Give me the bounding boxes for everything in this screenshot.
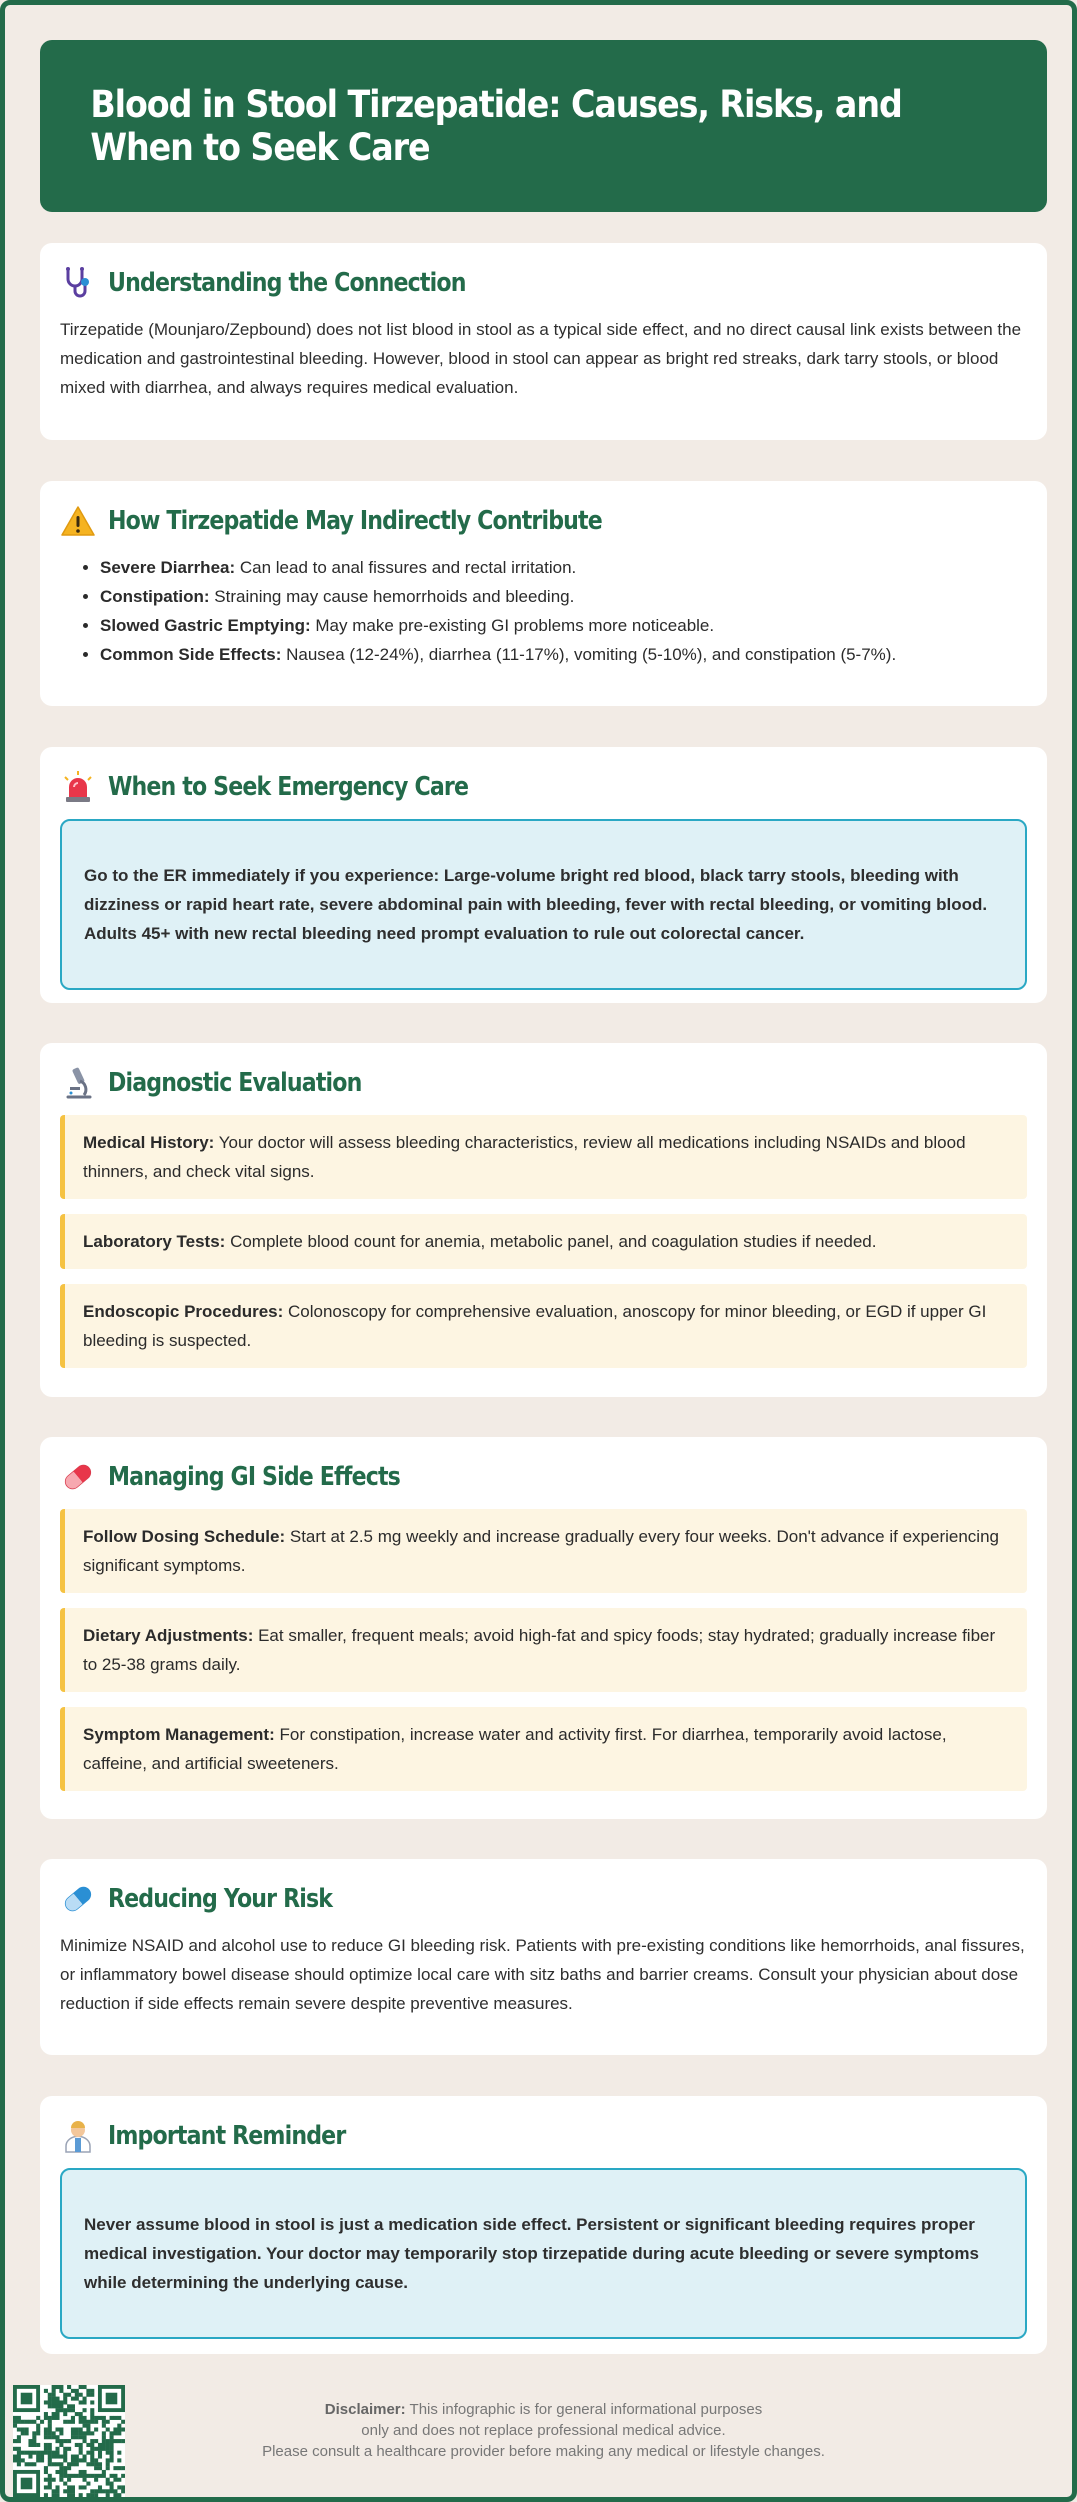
section-header bbox=[60, 265, 1027, 301]
section-indirect bbox=[40, 481, 1047, 706]
section-heading: When to Seek Emergency Care bbox=[108, 772, 469, 802]
emergency-alert: Go to the ER immediately if you experience: Large-volume bright red blood, black tarry stools, bleeding with dizziness or rapid heart rate, severe abdominal pain with bleeding, fever with rectal bleeding, or vomiting blood. Adults 45+ with new rectal bleeding need prompt evaluation to rule out colorectal cancer. bbox=[60, 819, 1027, 990]
doctor-icon bbox=[60, 2118, 96, 2154]
management-item: Follow Dosing Schedule: Start at 2.5 mg weekly and increase gradually every four weeks. Don't advance if experiencing significant symptoms. bbox=[60, 1509, 1027, 1593]
section-header bbox=[60, 2118, 1027, 2154]
list-item: • Severe Diarrhea: Can lead to anal fissures and rectal irritation. bbox=[100, 553, 1027, 582]
section-heading: Understanding the Connection bbox=[108, 268, 466, 298]
capsule-icon bbox=[60, 1881, 96, 1917]
section-header bbox=[60, 1459, 1027, 1495]
section-text: Minimize NSAID and alcohol use to reduce GI bleeding risk. Patients with pre-existing conditions like hemorrhoids, anal fissures, or inflammatory bowel disease should optimize local care with sitz baths and barrier creams. Consult your physician about dose reduction if side effects remain severe despite preventive measures. bbox=[60, 1936, 1025, 2013]
diagnostic-item: Medical History: Your doctor will assess bleeding characteristics, review all medications including NSAIDs and blood thinners, and check vital signs. bbox=[60, 1115, 1027, 1199]
section-header bbox=[60, 1065, 1027, 1101]
disclaimer: Disclaimer: This infographic is for general informational purposes only and does not replace professional medical advice. Please consult a healthcare provider before making any medical or lifestyle changes. bbox=[262, 2401, 825, 2460]
header-banner bbox=[40, 40, 1047, 212]
footer bbox=[5, 2385, 1077, 2500]
section-heading: Managing GI Side Effects bbox=[108, 1462, 400, 1492]
section-text: Tirzepatide (Mounjaro/Zepbound) does not list blood in stool as a typical side effect, and no direct causal link exists between the medication and gastrointestinal bleeding. However, blood in stool can appear as bright red streaks, dark tarry stools, or blood mixed with diarrhea, and always requires medical evaluation. bbox=[60, 320, 1022, 397]
warning-icon bbox=[60, 503, 96, 539]
disclaimer-label: Disclaimer: bbox=[324, 2401, 406, 2418]
section-diagnostic bbox=[40, 1043, 1047, 1397]
reminder-alert: Never assume blood in stool is just a medication side effect. Persistent or significant bleeding requires proper medical investigation. Your doctor may temporarily stop tirzepatide during acute bleeding or severe symptoms while determining the underlying cause. bbox=[60, 2168, 1027, 2339]
pill-icon bbox=[60, 1459, 96, 1495]
factor-list bbox=[60, 553, 1027, 669]
stethoscope-icon bbox=[60, 265, 96, 301]
section-heading: Important Reminder bbox=[108, 2121, 346, 2151]
diagnostic-item: Endoscopic Procedures: Colonoscopy for comprehensive evaluation, anoscopy for minor bleeding, or EGD if upper GI bleeding is suspected. bbox=[60, 1284, 1027, 1368]
management-item: Dietary Adjustments: Eat smaller, frequent meals; avoid high-fat and spicy foods; stay hydrated; gradually increase fiber to 25-38 grams daily. bbox=[60, 1608, 1027, 1692]
section-header bbox=[60, 503, 1027, 539]
section-header bbox=[60, 1881, 1027, 1917]
siren-icon bbox=[60, 769, 96, 805]
section-header bbox=[60, 769, 1027, 805]
section-risk bbox=[40, 1859, 1047, 2055]
section-heading: Reducing Your Risk bbox=[108, 1884, 333, 1914]
section-managing bbox=[40, 1437, 1047, 1819]
list-item: • Slowed Gastric Emptying: May make pre-existing GI problems more noticeable. bbox=[100, 611, 1027, 640]
section-heading: How Tirzepatide May Indirectly Contribute bbox=[108, 506, 602, 536]
management-item: Symptom Management: For constipation, increase water and activity first. For diarrhea, temporarily avoid lactose, caffeine, and artificial sweeteners. bbox=[60, 1707, 1027, 1791]
list-item: • Constipation: Straining may cause hemorrhoids and bleeding. bbox=[100, 582, 1027, 611]
list-item: • Common Side Effects: Nausea (12-24%), diarrhea (11-17%), vomiting (5-10%), and constipation (5-7%). bbox=[100, 640, 1027, 669]
section-connection bbox=[40, 243, 1047, 440]
section-heading: Diagnostic Evaluation bbox=[108, 1068, 362, 1098]
diagnostic-item: Laboratory Tests: Complete blood count for anemia, metabolic panel, and coagulation studies if needed. bbox=[60, 1214, 1027, 1269]
page-title: Blood in Stool Tirzepatide: Causes, Risks, and When to Seek Care bbox=[90, 83, 902, 169]
section-emergency bbox=[40, 747, 1047, 1003]
section-reminder bbox=[40, 2096, 1047, 2354]
microscope-icon bbox=[60, 1065, 96, 1101]
